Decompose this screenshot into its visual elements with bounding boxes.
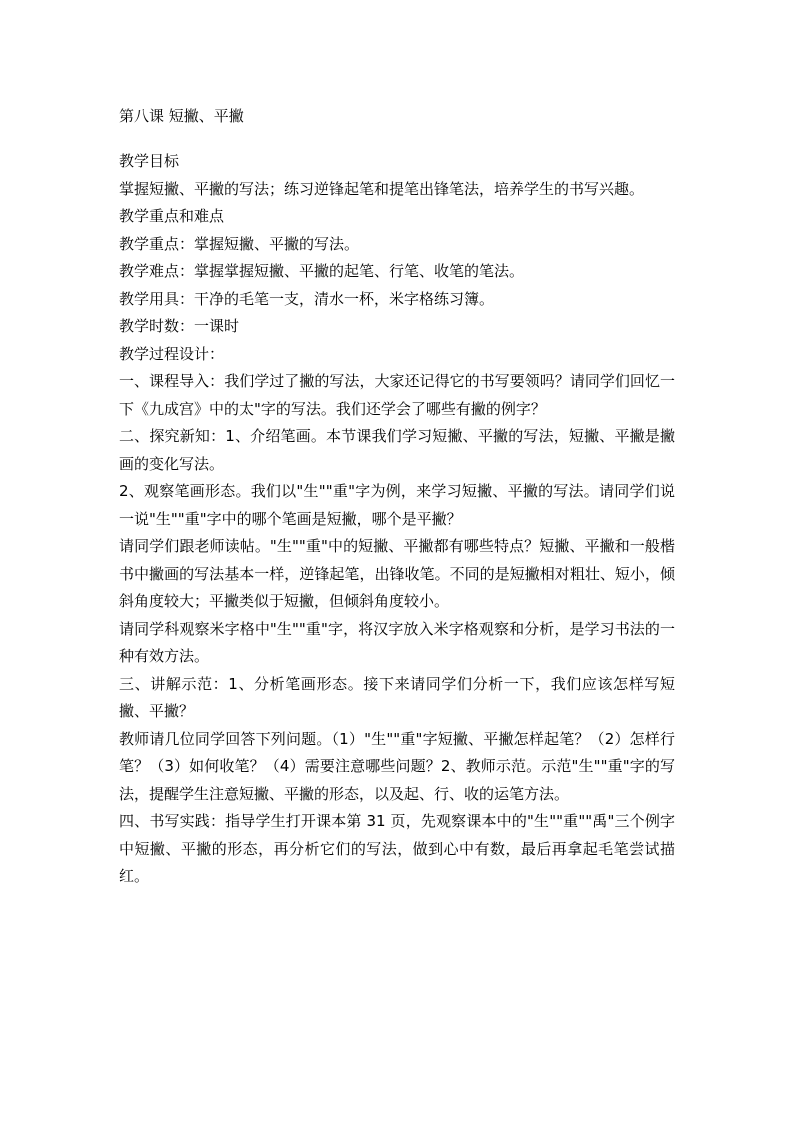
- paragraph-demonstration: 三、讲解示范：1、分析笔画形态。接下来请同学们分析一下，我们应该怎样写短撇、平撇？: [119, 674, 675, 720]
- paragraph-materials: 教学用具：干净的毛笔一支，清水一杯，米字格练习簿。: [119, 289, 495, 308]
- paragraph-introduction: 一、课程导入：我们学过了撇的写法，大家还记得它的书写要领吗？请同学们回忆一下《九成宫》中的太"字的写法。我们还学会了哪些有撇的例字？: [119, 372, 675, 418]
- paragraph-key-point: 教学重点：掌握短撇、平撇的写法。: [119, 234, 360, 253]
- paragraph-process-heading: 教学过程设计：: [119, 344, 225, 363]
- paragraph-key-points-heading: 教学重点和难点: [119, 207, 225, 225]
- paragraph-grid-observation: 请同学科观察米字格中"生""重"字，将汉字放入米字格观察和分析，是学习书法的一种有效方法。: [119, 619, 675, 665]
- paragraph-duration: 教学时数：一课时: [119, 317, 240, 335]
- paragraph-read-along: 请同学们跟老师读帖。"生""重"中的短撇、平撇都有哪些特点？短撇、平撇和一般楷书中撇画的写法基本一样，逆锋起笔，出锋收笔。不同的是短撇相对粗壮、短小，倾斜角度较大；平撇类似于短撇，但倾斜角度较小。: [119, 537, 675, 610]
- paragraph-difficulty: 教学难点：掌握掌握短撇、平撇的起笔、行笔、收笔的笔法。: [119, 262, 525, 280]
- paragraph-teaching-goals-heading: 教学目标: [119, 152, 180, 170]
- paragraph-practice: 四、书写实践：指导学生打开课本第 31 页，先观察课本中的"生""重""禹"三个例字中短撇、平撇的形态，再分析它们的写法，做到心中有数，最后再拿起毛笔尝试描红。: [119, 812, 675, 885]
- lesson-title: 第八课 短撇、平撇: [119, 107, 244, 125]
- paragraph-explore: 二、探究新知：1、介绍笔画。本节课我们学习短撇、平撇的写法，短撇、平撇是撇画的变化写法。: [119, 427, 675, 473]
- paragraph-questions: 教师请几位同学回答下列问题。（1）"生""重"字短撇、平撇怎样起笔？（2）怎样行笔？（3）如何收笔？（4）需要注意哪些问题？2、教师示范。示范"生""重"字的写法，提醒学生注意短撇、平撇的形态，以及起、行、收的运笔方法。: [119, 729, 675, 803]
- document-body: [119, 103, 675, 891]
- paragraph-observe: 2、观察笔画形态。我们以"生""重"字为例，来学习短撇、平撇的写法。请同学们说一说"生""重"字中的哪个笔画是短撇，哪个是平撇？: [119, 482, 675, 528]
- paragraph-teaching-goals: 掌握短撇、平撇的写法；练习逆锋起笔和提笔出锋笔法，培养学生的书写兴趣。: [119, 179, 645, 198]
